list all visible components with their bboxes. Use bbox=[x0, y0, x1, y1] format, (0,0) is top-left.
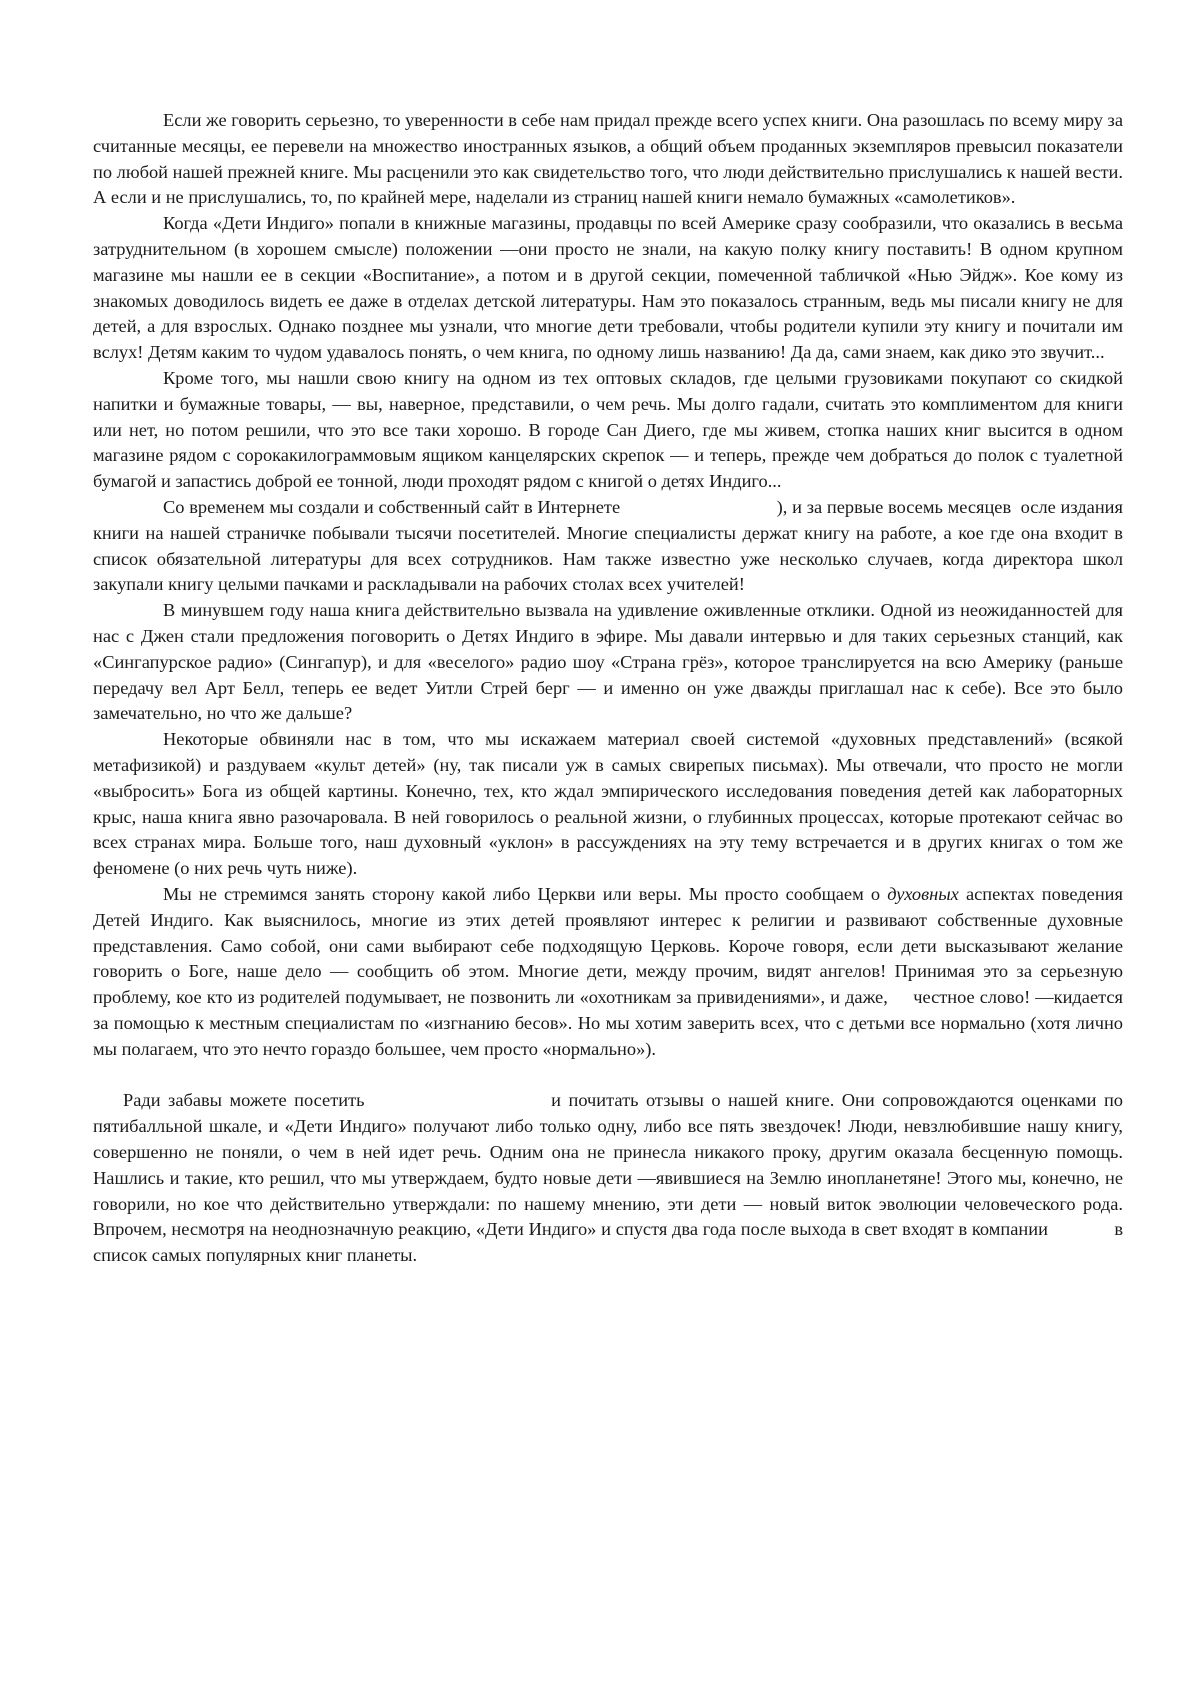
paragraph-2: Когда «Дети Индиго» попали в книжные магазины, продавцы по всей Америке сразу сообразили, что оказались в весьма затруднительном (в хорошем смысле) положении —они просто не знали, на какую полку книгу поставить! В одном крупном магазине мы нашли ее в секции «Воспитание», а потом и в другой секции, помеченной табличкой «Нью Эйдж». Кое кому из знакомых доводилось видеть ее даже в отделах детской литературы. Нам это показалось странным, ведь мы писали книгу не для детей, а для взрослых. Однако позднее мы узнали, что многие дети требовали, чтобы родители купили эту книгу и почитали им вслух! Детям каким то чудом удавалось понять, о чем книга, по одному лишь названию! Да да, сами знаем, как дико это звучит... bbox=[93, 211, 1123, 366]
paragraph-3: Кроме того, мы нашли свою книгу на одном из тех оптовых складов, где целыми грузовиками покупают со скидкой напитки и бумажные товары, — вы, наверное, представили, о чем речь. Мы долго гадали, считать это комплиментом для книги или нет, но потом решили, что это все таки хорошо. В городе Сан Диего, где мы живем, стопка наших книг высится в одном магазине рядом с сорокакилограммовым ящиком канцелярских скрепок — и теперь, прежде чем добраться до полок с туалетной бумагой и запастись доброй ее тонной, люди проходят рядом с книгой о детях Индиго... bbox=[93, 366, 1123, 495]
document-page bbox=[93, 108, 1123, 1269]
paragraph-7-start: Мы не стремимся занять сторону какой либо Церкви или веры. Мы просто сообщаем о bbox=[163, 884, 887, 904]
paragraph-5: В минувшем году наша книга действительно вызвала на удивление оживленные отклики. Одной из неожиданностей для нас с Джен стали предложения поговорить о Детях Индиго в эфире. Мы давали интервью и для таких серьезных станций, как «Сингапурское радио» (Сингапур), и для «веселого» радио шоу «Страна грёз», которое транслируется на всю Америку (раньше передачу вел Арт Белл, теперь ее ведет Уитли Стрей берг — и именно он уже дважды приглашал нас к себе). Все это было замечательно, но что же дальше? bbox=[93, 598, 1123, 727]
paragraph-4: Со временем мы создали и собственный сайт в Интернете ), и за первые восемь месяцев осле издания книги на нашей страничке побывали тысячи посетителей. Многие специалисты держат книгу на работе, а кое где она входит в список обязательной литературы для всех сотрудников. Нам также известно уже несколько случаев, когда директора школ закупали книгу целыми пачками и раскладывали на рабочих столах всех учителей! bbox=[93, 495, 1123, 598]
paragraph-8: Ради забавы можете посетить и почитать отзывы о нашей книге. Они сопровождаются оценками по пятибалльной шкале, и «Дети Индиго» получают либо только одну, либо все пять звездочек! Люди, невзлюбившие нашу книгу, совершенно не поняли, о чем в ней идет речь. Одним она не принесла никакого проку, другим оказала бесценную помощь. Нашлись и такие, кто решил, что мы утверждаем, будто новые дети —явившиеся на Землю инопланетяне! Этого мы, конечно, не говорили, но кое что действительно утверждали: по нашему мнению, эти дети — новый виток эволюции человеческого рода. Впрочем, несмотря на неоднозначную реакцию, «Дети Индиго» и спустя два года после выхода в свет входят в компании в список самых популярных книг планеты. bbox=[93, 1088, 1123, 1269]
paragraph-6: Некоторые обвиняли нас в том, что мы искажаем материал своей системой «духовных представлений» (всякой метафизикой) и раздуваем «культ детей» (ну, так писали уж в самых свирепых письмах). Мы отвечали, что просто не могли «выбросить» Бога из общей картины. Конечно, тех, кто ждал эмпирического исследования поведения детей как лабораторных крыс, наша книга явно разочаровала. В ней говорилось о реальной жизни, о глубинных процессах, которые протекают сейчас во всех странах мира. Больше того, наш духовный «уклон» в рассуждениях на эту тему встречается и в других книгах о том же феномене (о них речь чуть ниже). bbox=[93, 727, 1123, 882]
paragraph-7-emphasis: духовных bbox=[887, 884, 959, 904]
paragraph-1: Если же говорить серьезно, то уверенности в себе нам придал прежде всего успех книги. Она разошлась по всему миру за считанные месяцы, ее перевели на множество иностранных языков, а общий объем проданных экземпляров превысил показатели по любой нашей прежней книге. Мы расценили это как свидетельство того, что люди действительно прислушались к нашей вести. А если и не прислушались, то, по крайней мере, наделали из страниц нашей книги немало бумажных «самолетиков». bbox=[93, 108, 1123, 211]
paragraph-7 bbox=[93, 882, 1123, 1063]
paragraph-7-end: аспектах поведения Детей Индиго. Как выяснилось, многие из этих детей проявляют интерес к религии и развивают собственные духовные представления. Само собой, они сами выбирают себе подходящую Церковь. Короче говоря, если дети высказывают желание говорить о Боге, наше дело — сообщить об этом. Многие дети, между прочим, видят ангелов! Принимая это за серьезную проблему, кое кто из родителей подумывает, не позвонить ли «охотникам за привидениями», и даже, честное слово! —кидается за помощью к местным специалистам по «изгнанию бесов». Но мы хотим заверить всех, что с детьми все нормально (хотя лично мы полагаем, что это нечто гораздо большее, чем просто «нормально»). bbox=[93, 884, 1128, 1059]
